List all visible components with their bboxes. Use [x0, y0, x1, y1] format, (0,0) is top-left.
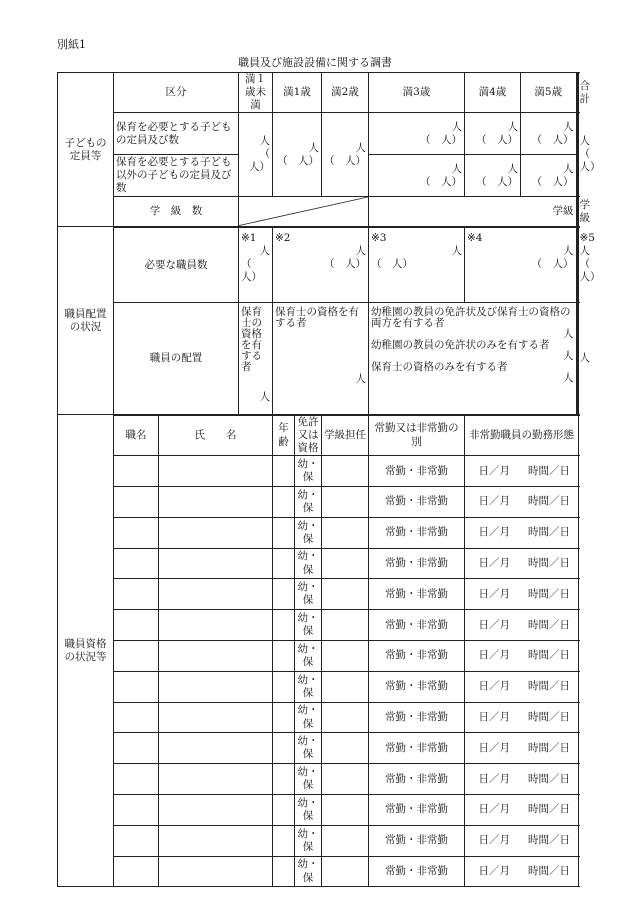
name-cell[interactable]	[159, 702, 273, 733]
age-5-header: 満5歳	[521, 73, 577, 113]
license-cell[interactable]: 幼・保	[295, 856, 322, 887]
col-name: 氏 名	[159, 415, 273, 456]
hours-per-day: 時間／日	[528, 710, 571, 723]
job-title-cell[interactable]	[114, 579, 159, 610]
noncare-3-cell: 人 （ 人）	[369, 155, 465, 197]
name-cell[interactable]	[159, 456, 273, 487]
license-cell[interactable]: 幼・保	[295, 517, 322, 548]
schedule-cell[interactable]	[465, 856, 579, 887]
age-cell[interactable]	[273, 579, 295, 610]
days-per-month: 日／月	[478, 710, 511, 723]
staff-row	[58, 641, 579, 672]
class-blank-diagonal	[239, 197, 369, 227]
schedule-cell[interactable]	[465, 764, 579, 795]
job-title-cell[interactable]	[114, 825, 159, 856]
employment-type-cell[interactable]: 常勤・非常勤	[369, 487, 465, 518]
employment-type-cell[interactable]: 常勤・非常勤	[369, 610, 465, 641]
placement-1-cell: 保育士の資格を有する者 人	[239, 303, 273, 415]
schedule-cell[interactable]	[465, 517, 579, 548]
hours-per-day: 時間／日	[528, 772, 571, 785]
homeroom-cell[interactable]	[322, 487, 369, 518]
staff-row	[58, 764, 579, 795]
employment-type-cell[interactable]: 常勤・非常勤	[369, 517, 465, 548]
homeroom-cell[interactable]	[322, 517, 369, 548]
schedule-cell[interactable]	[465, 825, 579, 856]
name-cell[interactable]	[159, 641, 273, 672]
schedule-cell[interactable]	[465, 579, 579, 610]
required-4-cell: ※4 人 （ 人）	[465, 227, 577, 303]
hours-per-day: 時間／日	[528, 526, 571, 539]
days-per-month: 日／月	[478, 741, 511, 754]
name-cell[interactable]	[159, 825, 273, 856]
job-title-cell[interactable]	[114, 795, 159, 826]
care-2-cell: 人 （ 人）	[322, 113, 369, 197]
staffing-section-label: 職員配置の状況	[58, 227, 114, 415]
age-cell[interactable]	[273, 764, 295, 795]
hours-per-day: 時間／日	[528, 495, 571, 508]
homeroom-cell[interactable]	[322, 610, 369, 641]
hours-per-day: 時間／日	[528, 680, 571, 693]
employment-type-cell[interactable]: 常勤・非常勤	[369, 548, 465, 579]
license-cell[interactable]: 幼・保	[295, 487, 322, 518]
days-per-month: 日／月	[478, 495, 511, 508]
homeroom-cell[interactable]	[322, 641, 369, 672]
license-cell[interactable]: 幼・保	[295, 702, 322, 733]
homeroom-cell[interactable]	[322, 702, 369, 733]
license-cell[interactable]: 幼・保	[295, 456, 322, 487]
schedule-cell[interactable]	[465, 487, 579, 518]
staff-row	[58, 856, 579, 887]
col-age: 年齢	[273, 415, 295, 456]
homeroom-cell[interactable]	[322, 579, 369, 610]
homeroom-cell[interactable]	[322, 456, 369, 487]
age-cell[interactable]	[273, 548, 295, 579]
name-cell[interactable]	[159, 795, 273, 826]
schedule-cell[interactable]	[465, 641, 579, 672]
schedule-cell[interactable]	[465, 702, 579, 733]
required-2-cell: ※2 人 （ 人）	[273, 227, 369, 303]
job-title-cell[interactable]	[114, 548, 159, 579]
job-title-cell[interactable]	[114, 456, 159, 487]
age-2-header: 満2歳	[322, 73, 369, 113]
age-cell[interactable]	[273, 733, 295, 764]
diagonal-line	[239, 197, 368, 226]
staff-row	[58, 671, 579, 702]
row-care-label: 保育を必要とする子どもの定員及び数	[114, 113, 239, 155]
age-cell[interactable]	[273, 641, 295, 672]
employment-type-cell[interactable]: 常勤・非常勤	[369, 856, 465, 887]
homeroom-cell[interactable]	[322, 548, 369, 579]
hours-per-day: 時間／日	[528, 864, 571, 877]
class-total-cell: 学級	[577, 197, 579, 227]
noncare-4-cell: 人 （ 人）	[465, 155, 521, 197]
survey-form-table	[57, 72, 601, 887]
job-title-cell[interactable]	[114, 702, 159, 733]
license-cell[interactable]: 幼・保	[295, 641, 322, 672]
days-per-month: 日／月	[478, 587, 511, 600]
hours-per-day: 時間／日	[528, 803, 571, 816]
staff-row	[58, 456, 579, 487]
name-cell[interactable]	[159, 610, 273, 641]
age-under1-header: 満１歳未 満	[239, 73, 273, 113]
staff-row	[58, 487, 579, 518]
row-class-label: 学 級 数	[114, 197, 239, 227]
care-5-cell: 人 （ 人）	[521, 113, 577, 155]
license-cell[interactable]: 幼・保	[295, 825, 322, 856]
required-staff-label: 必要な職員数	[114, 227, 239, 303]
job-title-cell[interactable]	[114, 517, 159, 548]
employment-type-cell[interactable]: 常勤・非常勤	[369, 764, 465, 795]
row-non-care-label: 保育を必要とする子ども以外の子どもの定員及び数	[114, 155, 239, 197]
age-3-header: 満3歳	[369, 73, 465, 113]
staff-row	[58, 825, 579, 856]
staff-row	[58, 517, 579, 548]
hours-per-day: 時間／日	[528, 618, 571, 631]
total-header: 合計	[577, 73, 579, 113]
schedule-cell[interactable]	[465, 456, 579, 487]
age-cell[interactable]	[273, 487, 295, 518]
col-homeroom: 学級担任	[322, 415, 369, 456]
age-cell[interactable]	[273, 856, 295, 887]
name-cell[interactable]	[159, 487, 273, 518]
name-cell[interactable]	[159, 548, 273, 579]
job-title-cell[interactable]	[114, 671, 159, 702]
days-per-month: 日／月	[478, 649, 511, 662]
job-title-cell[interactable]	[114, 764, 159, 795]
job-title-cell[interactable]	[114, 856, 159, 887]
care-1-cell: 人 （ 人）	[273, 113, 322, 197]
days-per-month: 日／月	[478, 834, 511, 847]
division-header: 区分	[114, 73, 239, 113]
employment-type-cell[interactable]: 常勤・非常勤	[369, 795, 465, 826]
staff-row	[58, 548, 579, 579]
age-4-header: 満4歳	[465, 73, 521, 113]
placement-2-cell: 保育士の資格を有する者 人	[273, 303, 369, 415]
schedule-cell[interactable]	[465, 795, 579, 826]
care-3-cell: 人 （ 人）	[369, 113, 465, 155]
job-title-cell[interactable]	[114, 610, 159, 641]
license-cell[interactable]: 幼・保	[295, 548, 322, 579]
homeroom-cell[interactable]	[322, 825, 369, 856]
days-per-month: 日／月	[478, 772, 511, 785]
days-per-month: 日／月	[478, 556, 511, 569]
license-cell[interactable]: 幼・保	[295, 610, 322, 641]
name-cell[interactable]	[159, 671, 273, 702]
job-title-cell[interactable]	[114, 733, 159, 764]
homeroom-cell[interactable]	[322, 733, 369, 764]
placement-total-cell: 人	[577, 303, 579, 415]
required-3-cell: ※3 人 （ 人）	[369, 227, 465, 303]
homeroom-cell[interactable]	[322, 671, 369, 702]
hours-per-day: 時間／日	[528, 649, 571, 662]
age-cell[interactable]	[273, 671, 295, 702]
employment-type-cell[interactable]: 常勤・非常勤	[369, 702, 465, 733]
name-cell[interactable]	[159, 517, 273, 548]
age-cell[interactable]	[273, 825, 295, 856]
hours-per-day: 時間／日	[528, 741, 571, 754]
capacity-total-cell: 人 （ 人）	[577, 113, 579, 197]
hours-per-day: 時間／日	[528, 834, 571, 847]
license-cell[interactable]: 幼・保	[295, 764, 322, 795]
hours-per-day: 時間／日	[528, 587, 571, 600]
name-cell[interactable]	[159, 764, 273, 795]
homeroom-cell[interactable]	[322, 764, 369, 795]
age-cell[interactable]	[273, 456, 295, 487]
age-cell[interactable]	[273, 517, 295, 548]
placement-3-cell: 幼稚園の教員の免許状及び保育士の資格の両方を有する者 人 幼稚園の教員の免許状のみを有する者 人 保育士の資格のみを有する者 人	[369, 303, 577, 415]
license-cell[interactable]: 幼・保	[295, 671, 322, 702]
employment-type-cell[interactable]: 常勤・非常勤	[369, 733, 465, 764]
homeroom-cell[interactable]	[322, 795, 369, 826]
job-title-cell[interactable]	[114, 641, 159, 672]
staff-row	[58, 579, 579, 610]
class-count-cell: 学級	[369, 197, 577, 227]
col-employment-type: 常勤又は非常勤の別	[369, 415, 465, 456]
age-cell[interactable]	[273, 702, 295, 733]
days-per-month: 日／月	[478, 464, 511, 477]
col-job-title: 職名	[114, 415, 159, 456]
hours-per-day: 時間／日	[528, 556, 571, 569]
days-per-month: 日／月	[478, 864, 511, 877]
qualification-section-label: 職員資格の状況等	[58, 415, 114, 887]
job-title-cell[interactable]	[114, 487, 159, 518]
schedule-cell[interactable]	[465, 671, 579, 702]
hours-per-day: 時間／日	[528, 464, 571, 477]
employment-type-cell[interactable]: 常勤・非常勤	[369, 671, 465, 702]
schedule-cell[interactable]	[465, 610, 579, 641]
schedule-cell[interactable]	[465, 733, 579, 764]
days-per-month: 日／月	[478, 618, 511, 631]
placement-label: 職員の配置	[114, 303, 239, 415]
employment-type-cell[interactable]: 常勤・非常勤	[369, 825, 465, 856]
name-cell[interactable]	[159, 579, 273, 610]
license-cell[interactable]: 幼・保	[295, 579, 322, 610]
required-5-cell: ※5 人 （ 人）	[577, 227, 579, 303]
staff-row	[58, 610, 579, 641]
employment-type-cell[interactable]: 常勤・非常勤	[369, 641, 465, 672]
staff-row	[58, 702, 579, 733]
days-per-month: 日／月	[478, 526, 511, 539]
age-cell[interactable]	[273, 610, 295, 641]
care-under1-cell: 人 （ 人）	[239, 113, 273, 197]
schedule-cell[interactable]	[465, 548, 579, 579]
employment-type-cell[interactable]: 常勤・非常勤	[369, 456, 465, 487]
age-1-header: 満1歳	[273, 73, 322, 113]
required-1-cell: ※1 人 （ 人）	[239, 227, 273, 303]
col-license: 免許又は資格	[295, 415, 322, 456]
col-parttime-schedule: 非常勤職員の勤務形態	[465, 415, 579, 456]
staff-row	[58, 733, 579, 764]
license-cell[interactable]: 幼・保	[295, 795, 322, 826]
employment-type-cell[interactable]: 常勤・非常勤	[369, 579, 465, 610]
homeroom-cell[interactable]	[322, 856, 369, 887]
name-cell[interactable]	[159, 856, 273, 887]
annex-label: 別紙1	[57, 38, 86, 51]
days-per-month: 日／月	[478, 680, 511, 693]
document-title: 職員及び施設設備に関する調書	[238, 56, 392, 69]
license-cell[interactable]: 幼・保	[295, 733, 322, 764]
noncare-5-cell: 人 （ 人）	[521, 155, 577, 197]
care-4-cell: 人 （ 人）	[465, 113, 521, 155]
staff-row	[58, 795, 579, 826]
days-per-month: 日／月	[478, 803, 511, 816]
age-cell[interactable]	[273, 795, 295, 826]
capacity-section-label: 子どもの定員等	[58, 73, 114, 227]
name-cell[interactable]	[159, 733, 273, 764]
